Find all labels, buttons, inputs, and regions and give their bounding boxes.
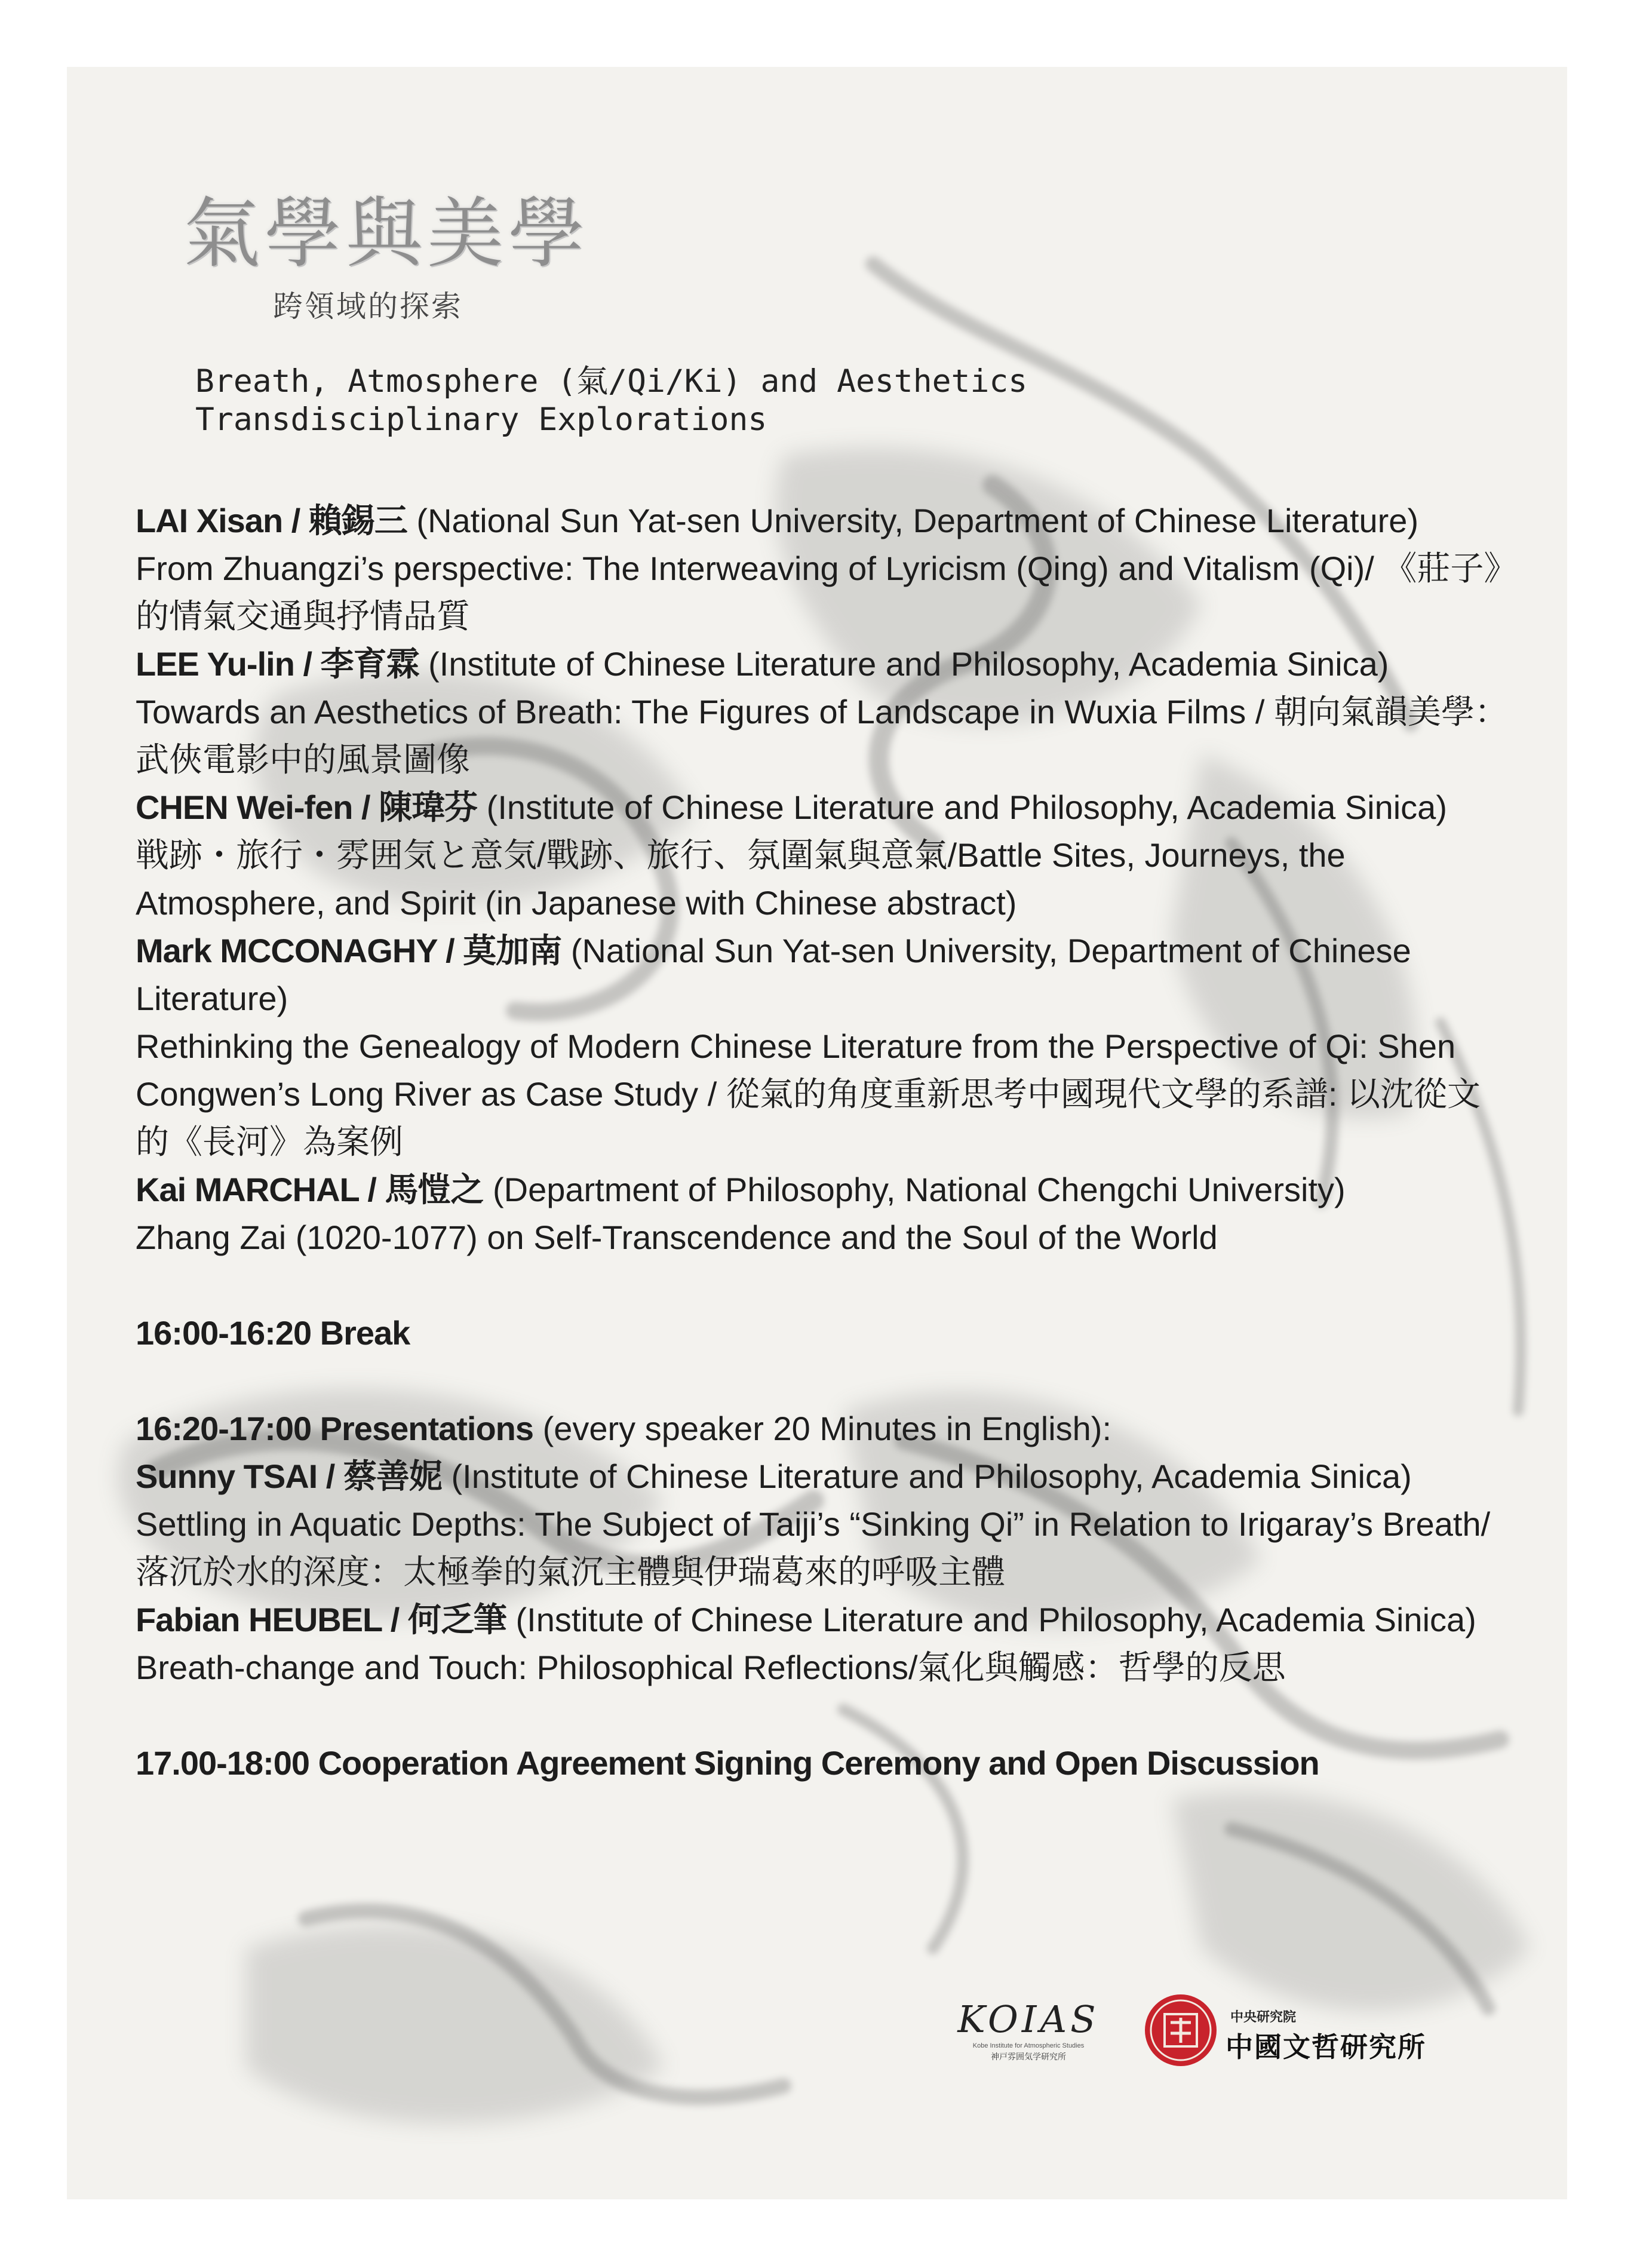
- speaker-affiliation: (Institute of Chinese Literature and Philosophy, Academia Sinica): [419, 645, 1389, 683]
- institute-parent-name: 中央研究院: [1230, 2009, 1297, 2024]
- title-english: [195, 363, 1027, 439]
- speaker-affiliation: (National Sun Yat-sen University, Department of Chinese Literature): [407, 502, 1419, 539]
- speaker-affiliation: (Institute of Chinese Literature and Philosophy, Academia Sinica): [477, 788, 1447, 826]
- talk-entry: [136, 1453, 1509, 1596]
- program-content: [136, 497, 1509, 1787]
- closing-label: 17.00-18:00 Cooperation Agreement Signing Ceremony and Open Discussion: [136, 1744, 1319, 1782]
- speaker-affiliation: (Institute of Chinese Literature and Philosophy, Academia Sinica): [506, 1601, 1476, 1638]
- talk-entry: [136, 784, 1509, 927]
- talk-title: Zhang Zai (1020-1077) on Self-Transcendence and the Soul of the World: [136, 1219, 1218, 1256]
- talk-title: 戦跡・旅行・雰囲気と意気/戰跡、旅行、氛圍氣與意氣/Battle Sites, Journeys, the Atmosphere, and Spirit (in Japanese with Chinese abstract): [136, 836, 1346, 922]
- session-time-label: 16:20-17:00 Presentations: [136, 1410, 534, 1447]
- institute-logo: [1226, 2007, 1426, 2065]
- speaker-name: CHEN Wei-fen / 陳瑋芬: [136, 788, 478, 826]
- talk-entry: [136, 1596, 1509, 1692]
- title-block: [183, 189, 1027, 439]
- koias-logo: [951, 1997, 1106, 2063]
- speaker-name: Sunny TSAI / 蔡善妮: [136, 1457, 442, 1495]
- talk-title: Settling in Aquatic Depths: The Subject of Taiji’s “Sinking Qi” in Relation to Irigaray’s Breath/落沉於水的深度：太極拳的氣沉主體與伊瑞葛來的呼吸主體: [136, 1505, 1491, 1591]
- talk-title: Rethinking the Genealogy of Modern Chinese Literature from the Perspective of Qi: Shen Congwen’s Long River as Case Study / 從氣的角度重新思考中國現代文學的系譜: 以沈從文的《長河》為案例: [136, 1027, 1481, 1161]
- institute-name: 中國文哲研究所: [1226, 2031, 1426, 2063]
- talk-entry: [136, 640, 1509, 784]
- speaker-affiliation: (Institute of Chinese Literature and Philosophy, Academia Sinica): [441, 1457, 1412, 1495]
- poster-page: [67, 67, 1567, 2199]
- title-english-line-2: Transdisciplinary Explorations: [195, 401, 767, 438]
- speaker-name: Fabian HEUBEL / 何乏筆: [136, 1601, 506, 1638]
- talk-title: Breath-change and Touch: Philosophical Reflections/氣化與觸感：哲學的反思: [136, 1649, 1286, 1686]
- speaker-name: Kai MARCHAL / 馬愷之: [136, 1171, 484, 1208]
- logo-bar: [951, 1985, 1488, 2105]
- koias-full-name: Kobe Institute for Atmospheric Studies: [972, 2042, 1085, 2049]
- speaker-name: LEE Yu-lin / 李育霖: [136, 645, 419, 683]
- talk-entry: [136, 1166, 1509, 1262]
- talk-entry: [136, 927, 1509, 1166]
- title-english-line-1: Breath, Atmosphere (氣/Qi/Ki) and Aesthetics: [195, 363, 1028, 400]
- koias-name: KOIAS: [957, 1997, 1100, 2041]
- break-label: 16:00-16:20 Break: [136, 1314, 410, 1352]
- seal-icon: [1142, 1991, 1220, 2069]
- koias-chinese-name: 神戸雰囲気学研究所: [991, 2052, 1066, 2061]
- talk-title: From Zhuangzi’s perspective: The Interweaving of Lyricism (Qing) and Vitalism (Qi)/ 《莊子》的情氣交通與抒情品質: [136, 550, 1501, 635]
- speaker-affiliation: (National Sun Yat-sen University, Department of Chinese Literature): [136, 932, 1411, 1017]
- title-chinese: 氣學與美學: [183, 189, 590, 278]
- subtitle-chinese: 跨領域的探索: [273, 289, 463, 324]
- speaker-name: LAI Xisan / 賴錫三: [136, 502, 407, 539]
- speaker-affiliation: (Department of Philosophy, National Chengchi University): [483, 1171, 1346, 1208]
- talk-entry: [136, 497, 1509, 640]
- talk-title: Towards an Aesthetics of Breath: The Figures of Landscape in Wuxia Films / 朝向氣韻美學：武俠電影中的風景圖像: [136, 693, 1508, 778]
- speaker-name: Mark MCCONAGHY / 莫加南: [136, 932, 562, 969]
- session-note: (every speaker 20 Minutes in English):: [533, 1410, 1112, 1447]
